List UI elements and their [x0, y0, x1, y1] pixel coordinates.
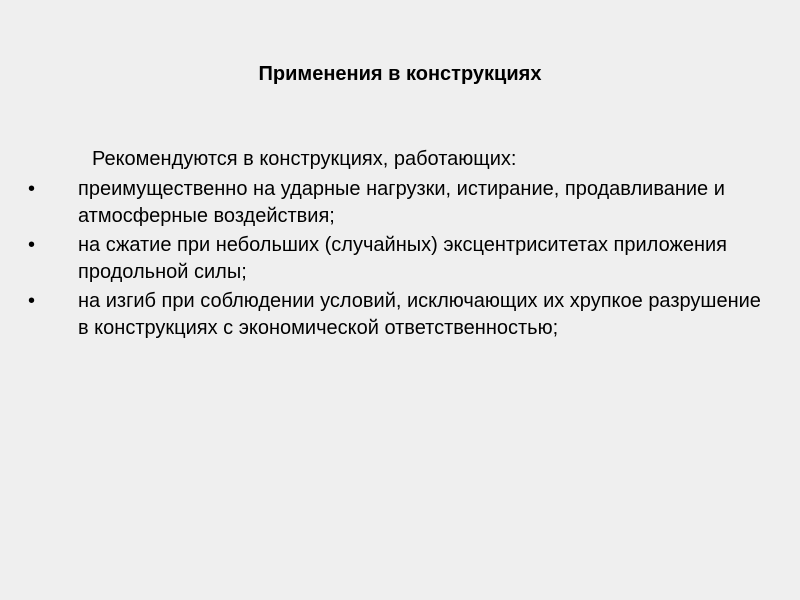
bullet-icon: •	[28, 234, 36, 256]
slide-title: Применения в конструкциях	[258, 63, 542, 85]
bullet-icon: •	[28, 290, 36, 312]
list-item	[28, 232, 768, 286]
list-item	[28, 176, 768, 230]
list-item-text: на изгиб при соблюдении условий, исключающих их хрупкое разрушение в конструкциях с экономической ответственностью;	[78, 290, 761, 339]
slide-content	[28, 146, 768, 344]
bullet-list	[28, 176, 768, 342]
list-item	[28, 288, 768, 342]
list-item-text: преимущественно на ударные нагрузки, истирание, продавливание и атмосферные воздействия;	[78, 178, 725, 227]
intro-text: Рекомендуются в конструкциях, работающих:	[92, 148, 517, 170]
bullet-icon: •	[28, 178, 36, 200]
list-item-text: на сжатие при небольших (случайных) эксцентриситетах приложения продольной силы;	[78, 234, 728, 283]
